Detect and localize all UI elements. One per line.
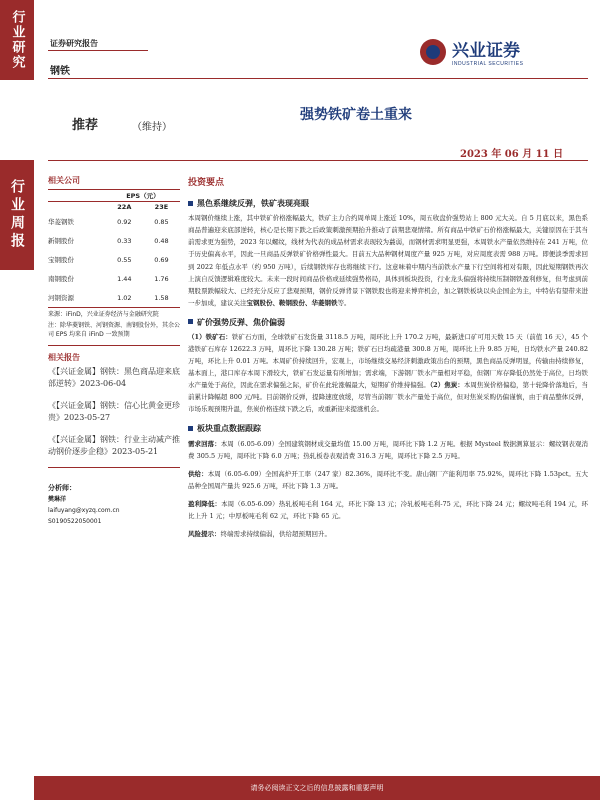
divider (48, 160, 588, 161)
band-mid-label: 行业周报 (0, 160, 34, 270)
table-row: 南钢股份 1.44 1.76 (48, 274, 169, 283)
logo-en: INDUSTRIAL SECURITIES (452, 61, 524, 67)
related-report-link[interactable]: 《【兴证金属】钢铁：行业主动减产推动钢价逐步企稳》2023-05-21 (48, 434, 180, 456)
companies-title: 相关公司 (48, 176, 80, 185)
table-row: 新钢股份 0.33 0.48 (48, 236, 169, 245)
related-report-link[interactable]: 《【兴证金属】钢铁：黑色商品迎来底部逆转》2023-06-04 (48, 367, 180, 389)
divider (48, 50, 148, 51)
divider (48, 345, 180, 346)
main-body (188, 175, 588, 546)
section-heading: 板块重点数据跟踪 (188, 421, 588, 436)
section-heading: 黑色系继续反弹，铁矿表现亮眼 (188, 196, 588, 211)
investment-title: 投资要点 (188, 178, 225, 188)
analyst-title: 分析师： (48, 484, 76, 493)
table-source: 来源：iFinD，兴业证券经济与金融研究院 (48, 311, 159, 318)
paragraph: 供给：本周（6.05-6.09）全国高炉开工率（247 家）82.36%，周环比不变。唐山钢厂产能利用率 75.92%，周环比下降 1.53pct。五大品种全国周产量共 925.6 万吨，环比下降 1.3 万吨。 (188, 470, 589, 491)
analyst-email[interactable]: laifuyang@xyzq.com.cn (48, 506, 120, 514)
related-report-link[interactable]: 《【兴证金属】钢铁：信心比黄金更珍贵》2023-05-27 (48, 400, 180, 423)
table-row: 河钢资源 1.02 1.58 (48, 288, 180, 308)
paragraph: 盈利降低：本周（6.05-6.09）热轧板吨毛利 164 元，环比下降 13 元；冷轧板吨毛利-75 元，环比下降 24 元；螺纹吨毛利 194 元，环比上升 1 元；中厚板吨毛利 62 元，环比下降 65 元。 (188, 500, 589, 521)
related-reports (48, 352, 180, 458)
related-title: 相关报告 (48, 353, 80, 362)
col-b: 23E (143, 202, 180, 213)
report-title: 强势铁矿卷土重来 (300, 107, 412, 123)
eps-header: EPS（元） (106, 190, 180, 202)
report-date: 2023 年 06 月 11 日 (460, 149, 564, 160)
logo-icon (420, 39, 446, 65)
analyst-info (48, 482, 180, 527)
companies-table (48, 189, 180, 308)
paragraph: 需求回落：本周（6.05-6.09）全国建筑钢材成交量均值 15.00 万吨，周环比下降 1.2 万吨。根据 Mysteel 数据测算显示：螺纹钢表观消费 305.5 万吨，周环比下降 6.0 万吨；热轧板卷表观消费 316.3 万吨，周环比下降 2.5 万吨。 (188, 440, 588, 461)
left-band (0, 0, 34, 800)
band-top-label: 行业研究 (0, 0, 34, 80)
divider (48, 467, 180, 468)
recommended-stocks: 宝钢股份、鞍钢股份、华菱钢铁 (246, 298, 338, 307)
paragraph: （1）铁矿石：铁矿石方面，全球铁矿石发货量 3118.5 万吨，周环比上升 170.2 万吨，最新进口矿可用天数 15 天（前值 16 天），45 个港铁矿石库存 12622.3 万吨，周环比下降 130.28 万吨；铁矿石日均疏港量 300.8 万吨，周环比上升 9.85 万吨，日均铁水产量 240.82 万吨，环比上升 0.01 万吨。本周矿价持续回升，宏观上，市场继续交易经济刺激政策出台的预期，黑色商品反弹明显，传输由持续修复，基本面上，港口库存本周下滑较大，铁矿石发运量有所增加；需求端，下游钢厂铁水产量相对平稳，但钢厂库存降低仍然处于高位，日均铁水产量处于高位，因此在需求偏强之际，矿价在此轮涨幅最大，短期矿价维持偏强。（2）焦炭：本周焦炭价格偏稳，第十轮降价落地后，当前累计降幅超 800 元/吨。目前钢价反弹，提降速度放缓，尽管当前钢厂铁水产量处于高位，但对焦炭采购仍偏谨慎，由于商品整体反弹，市场乐观预期升温，焦炭价格连续下跌之后，或重新迎来提涨机会。 (188, 333, 589, 414)
footer-disclaimer: 请务必阅读正文之后的信息披露和重要声明 (34, 776, 600, 800)
paragraph: 本周钢价继续上涨，其中铁矿价格涨幅最大，铁矿主力合约周单周上涨近 10%，周五收盘价强势站上 800 元大关。自 5 月底以来，黑色系商品普遍迎来底部逆转，核心是长期下跌之后政策刺激预期抬升推动了前期悲观情绪。所有商品中铁矿石价格涨幅最大，关键原因在于其当前需求更为强势，2023 年以螺纹，线材为代表的成品材需求表现较为蕞弱，而钢材需求明显更强，本周铁水产量依然维持在 241 万吨，位于历史偏高水平，因此一旦商品反弹铁矿价格弹性最大。目前五大品种钢材周度产量 925 万吨，对应周度表需 988 万吨。即便淡季需求回到 2022 年低点水平（约 950 万吨），后续钢铁库存也将继续下行。这意味着中期内当前铁水产量下行空间将相对有限，因此短期钢铁再次上演自反馈逻辑难度较大。未来一段时间商品价格或延续强势格局，具体到板块投资，行业龙头偏强将持续压制钢铁盈利修复，但考虑到前期股票跌幅较大、已经充分反应了悲观预期，钢价反弹背景下钢铁股也将迎来博弈机会，加之钢铁板块以央企国企为主，中特估有望带来进一步加成，建议关注宝钢股份、鞍钢股份、华菱钢铁等。 (188, 214, 588, 307)
risk-note: 风险提示：终端需求持续偏弱，供给超预期回升。 (188, 530, 331, 539)
table-note: 注：除华菱钢铁、河钢资源、南钢股份外，其余公司 EPS 均来自 iFinD 一致预期 (48, 322, 181, 338)
square-bullet-icon (188, 319, 193, 324)
rating-sub: （维持） (132, 122, 172, 133)
sector-label: 钢铁 (50, 66, 70, 77)
table-row: 宝钢股份 0.55 0.69 (48, 255, 169, 264)
square-bullet-icon (188, 201, 193, 206)
analyst-cert: S0190522050001 (48, 517, 102, 525)
rating: 推荐 (72, 118, 99, 133)
table-row: 华菱钢铁 0.92 0.85 (48, 217, 169, 226)
company-logo (420, 36, 523, 67)
report-type: 证券研究报告 (50, 39, 98, 48)
left-column (48, 175, 180, 527)
divider (48, 78, 588, 79)
square-bullet-icon (188, 426, 193, 431)
col-a: 22A (106, 202, 143, 213)
analyst-name: 樊琳洋 (48, 495, 67, 503)
logo-cn: 兴业证券 (452, 41, 520, 61)
section-heading: 矿价强势反弹、焦价偏弱 (188, 315, 588, 330)
